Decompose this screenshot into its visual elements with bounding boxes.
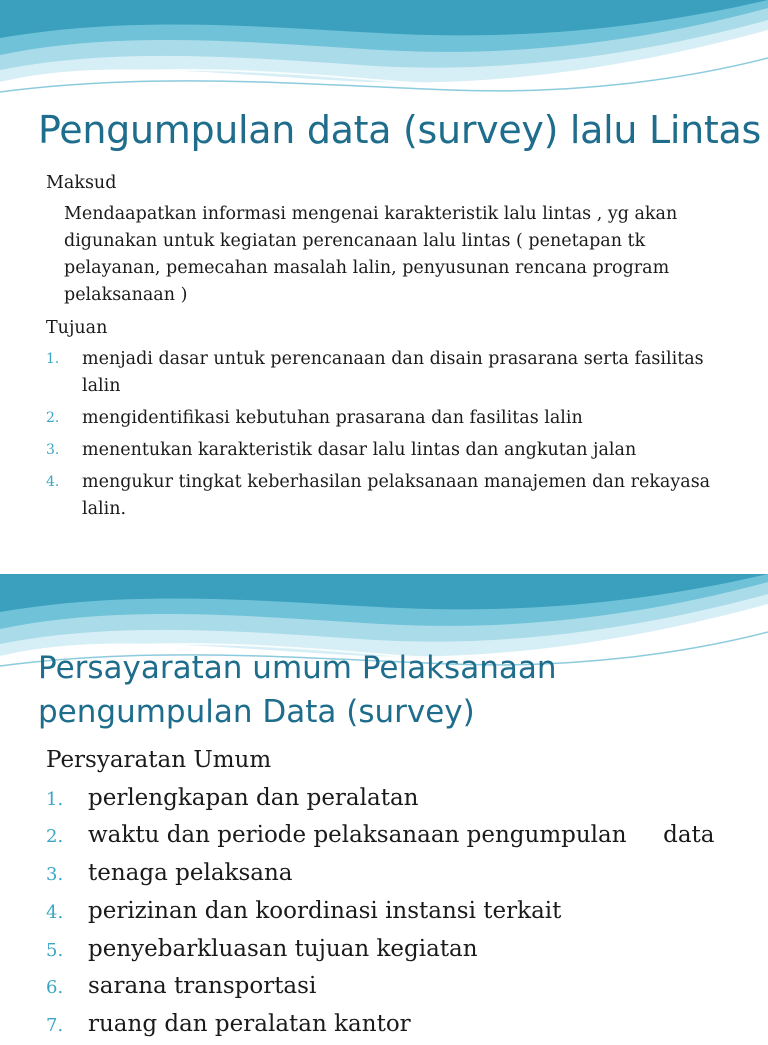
- list-text: menentukan karakteristik dasar lalu lintas dan angkutan jalan: [82, 440, 637, 460]
- list-item: [46, 931, 746, 969]
- list-number: 4.: [46, 901, 64, 923]
- slide-title: Pengumpulan data (survey) lalu Lintas: [38, 108, 761, 152]
- slide-separator: [0, 560, 768, 574]
- persyaratan-list: [46, 780, 746, 1044]
- list-number: 5.: [46, 939, 64, 961]
- list-text: penyebarkluasan tujuan kegiatan: [88, 935, 478, 962]
- list-item: [46, 968, 746, 1006]
- list-text: tenaga pelaksana: [88, 860, 293, 887]
- list-item: [46, 469, 736, 523]
- list-number: 1.: [46, 788, 64, 810]
- tujuan-heading: Tujuan: [46, 318, 108, 338]
- wave-header-decoration: [0, 0, 768, 100]
- list-number: 2.: [46, 826, 64, 848]
- list-text: ruang dan peralatan kantor: [88, 1010, 411, 1037]
- list-item: [46, 855, 746, 893]
- list-number: 7.: [46, 1014, 64, 1036]
- list-text: mengukur tingkat keberhasilan pelaksanaan manajemen dan rekayasa lalin.: [82, 472, 711, 519]
- tujuan-list: [46, 346, 736, 523]
- list-text: waktu dan periode pelaksanaan pengumpulan data: [88, 822, 715, 849]
- list-number: 1.: [46, 351, 60, 367]
- slide-body: [46, 742, 746, 1044]
- list-number: 3.: [46, 864, 64, 886]
- list-text: perizinan dan koordinasi instansi terkait: [88, 897, 562, 924]
- list-number: 6.: [46, 977, 64, 999]
- list-item: [46, 405, 736, 432]
- list-text: menjadi dasar untuk perencanaan dan disain prasarana serta fasilitas lalin: [82, 349, 704, 396]
- slide-2: [0, 574, 768, 1037]
- list-item: [46, 437, 736, 464]
- slide-title: Persayaratan umum Pelaksanaan pengumpulan Data (survey): [38, 650, 557, 730]
- maksud-text: Mendaapatkan informasi mengenai karakteristik lalu lintas , yg akan digunakan untuk kegiatan perencanaan lalu lintas ( penetapan tk pelayanan, pemecahan masalah lalin, penyusunan rencana program pelaksanaan ): [64, 204, 678, 305]
- list-item: [46, 780, 746, 818]
- list-text: perlengkapan dan peralatan: [88, 784, 419, 811]
- list-item: [46, 346, 736, 400]
- list-number: 3.: [46, 442, 60, 458]
- list-item: [46, 893, 746, 931]
- list-text: sarana transportasi: [88, 973, 317, 1000]
- list-number: 4.: [46, 474, 60, 490]
- list-number: 2.: [46, 410, 60, 426]
- list-item: [46, 817, 746, 855]
- slide-body: [46, 170, 736, 528]
- list-text: mengidentifikasi kebutuhan prasarana dan fasilitas lalin: [82, 408, 583, 428]
- persyaratan-heading: Persyaratan Umum: [46, 747, 272, 773]
- list-item: [46, 1006, 746, 1044]
- maksud-heading: Maksud: [46, 173, 117, 193]
